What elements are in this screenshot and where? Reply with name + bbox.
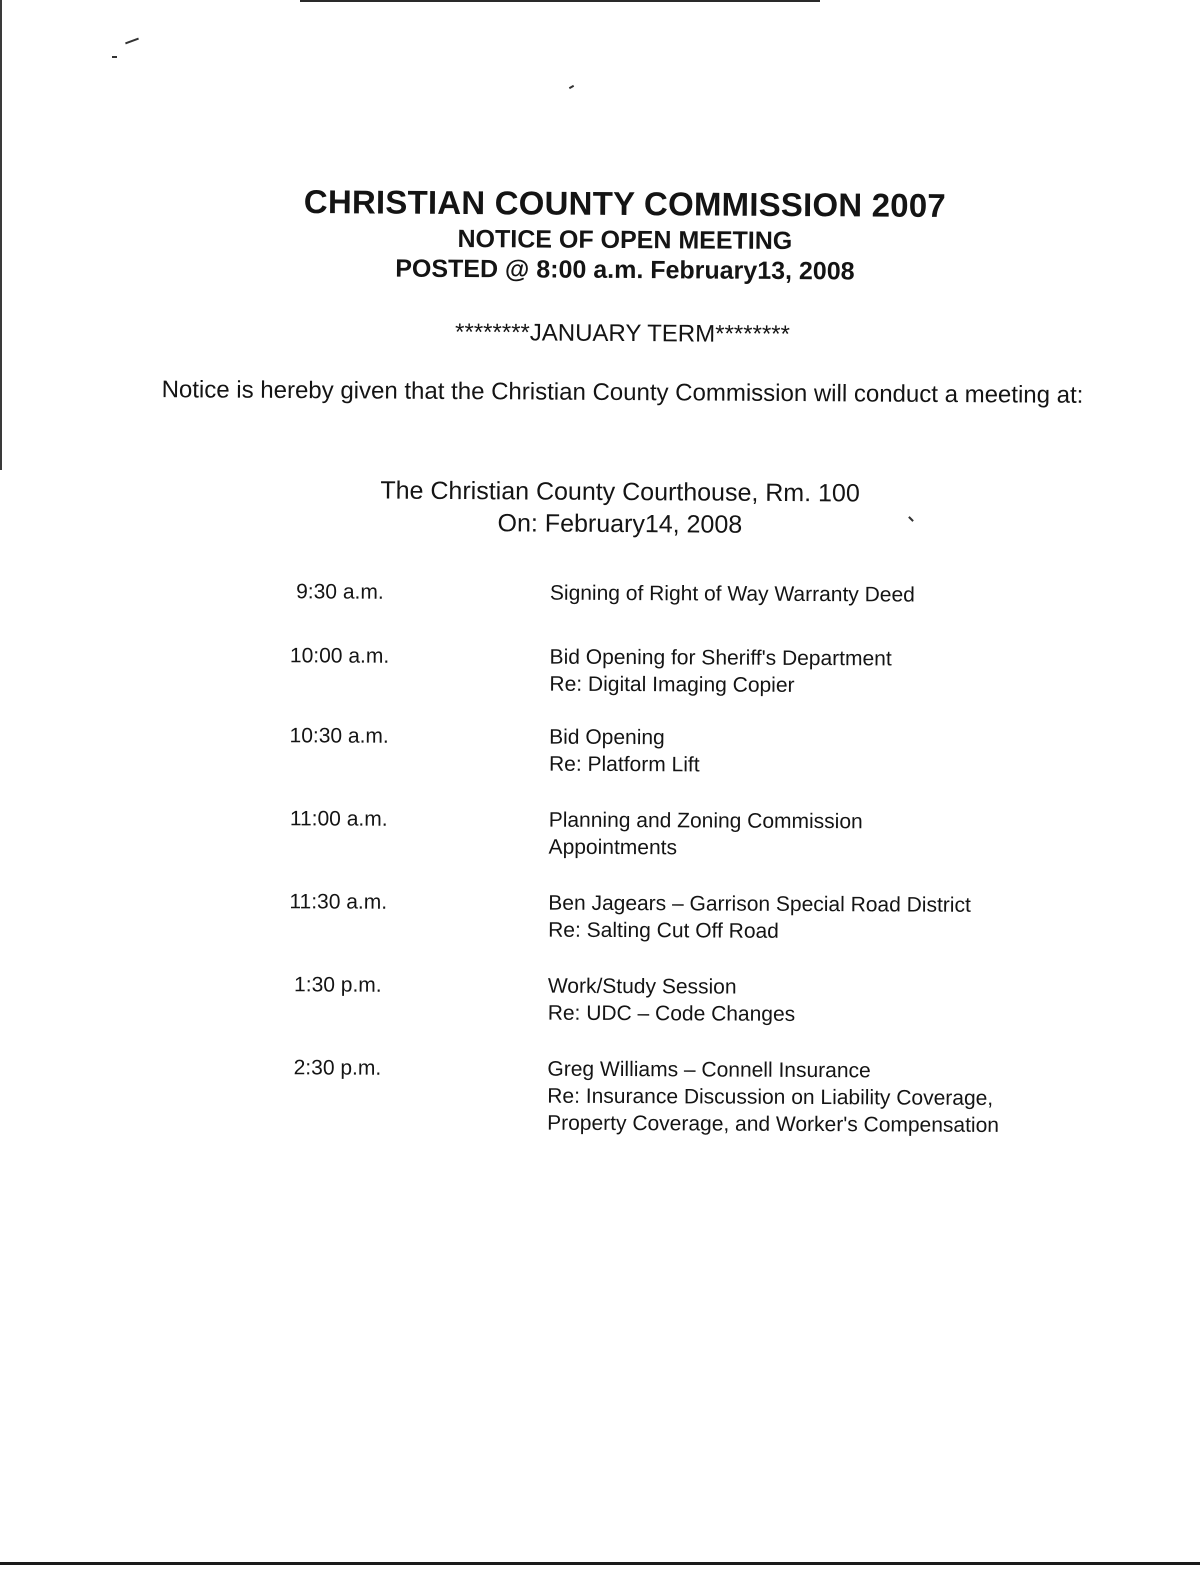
agenda-time: 9:30 a.m. [296,580,384,604]
agenda-description-line: Re: Platform Lift [548,752,700,777]
agenda-description [550,580,1100,610]
agenda-description [547,1056,1097,1140]
agenda-description-line: Bid Opening [549,725,665,750]
agenda-description [548,973,1098,1030]
agenda-description-line: Greg Williams – Connell Insurance [547,1057,871,1083]
scan-edge-top [300,0,820,2]
agenda-description-line: Appointments [548,835,678,860]
agenda-time: 10:00 a.m. [289,644,390,668]
scan-speck [112,56,117,58]
agenda-description [549,807,1099,864]
agenda-description-line: Bid Opening for Sheriff's Department [549,645,892,671]
notice-subtitle: NOTICE OF OPEN MEETING [457,224,793,256]
scan-speck [569,85,574,89]
agenda-description [548,890,1098,947]
posted-line: POSTED @ 8:00 a.m. February13, 2008 [395,254,855,286]
agenda-item [239,642,1099,701]
agenda-item [237,1054,1097,1140]
agenda-time: 11:30 a.m. [289,890,388,914]
agenda-item [239,805,1099,864]
agenda-description-line: Re: Insurance Discussion on Liability Coverage, [547,1084,994,1110]
notice-title: CHRISTIAN COUNTY COMMISSION 2007 [303,183,947,224]
scan-edge-bottom [0,1562,1200,1565]
agenda-description [549,724,1099,781]
agenda-description-line: Ben Jagears – Garrison Special Road District [548,891,971,917]
location-place: The Christian County Courthouse, Rm. 100 [380,476,860,508]
agenda-list [240,578,1100,1137]
term-line: ********JANUARY TERM******** [455,318,790,349]
scan-speck [125,38,139,45]
agenda-description-line: Re: Salting Cut Off Road [548,918,779,943]
agenda-time: 1:30 p.m. [294,973,382,997]
agenda-item [238,888,1098,947]
notice-paragraph: Notice is hereby given that the Christian County Commission will conduct a meeting at: [161,376,1084,409]
agenda-description-line: Re: Digital Imaging Copier [549,672,795,697]
agenda-item [238,971,1098,1030]
agenda-description-line: Work/Study Session [547,974,737,999]
agenda-description-line: Property Coverage, and Worker's Compensation [547,1111,1000,1137]
agenda-time: 2:30 p.m. [293,1056,382,1080]
agenda-time: 10:30 a.m. [289,724,389,748]
location-date: On: February14, 2008 [497,509,743,539]
agenda-description-line: Signing of Right of Way Warranty Deed [549,581,915,607]
agenda-item [239,722,1099,781]
agenda-description-line: Planning and Zoning Commission [548,808,863,834]
agenda-description [549,644,1099,701]
agenda-time: 11:00 a.m. [289,807,388,831]
agenda-description-line: Re: UDC – Code Changes [547,1001,796,1026]
agenda-item [240,578,1100,610]
meeting-location [240,474,1000,543]
